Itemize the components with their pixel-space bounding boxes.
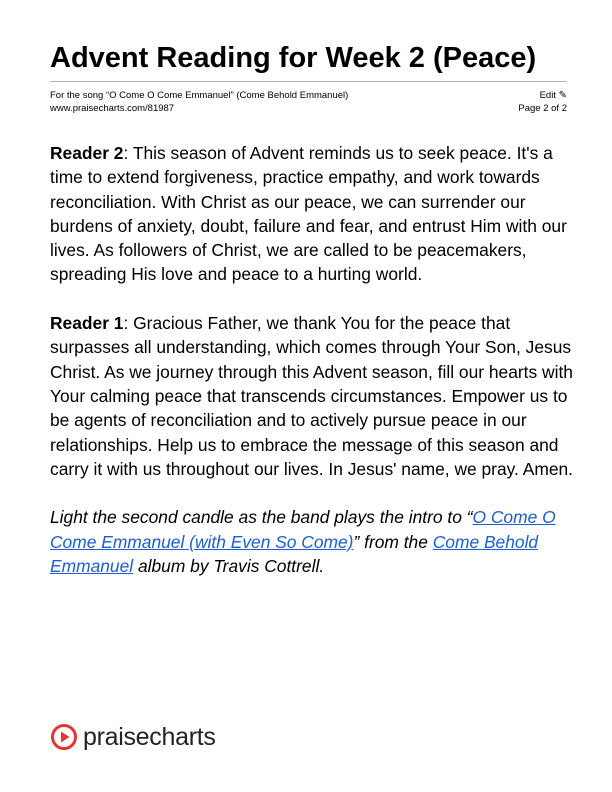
page-title: Advent Reading for Week 2 (Peace) (50, 42, 537, 74)
album-link[interactable]: Come Behold Emmanuel (50, 531, 539, 577)
song-line: For the song “O Come O Come Emmanuel” (Come Behold Emmanuel) (50, 90, 349, 101)
instruction-middle: ” from the (353, 531, 433, 552)
speaker-label: Reader 1 (50, 313, 124, 334)
chart-url: www.praisecharts.com/81987 (50, 103, 175, 114)
logo-text: praisecharts (83, 723, 216, 751)
candle-instruction (50, 505, 580, 578)
paragraph-text: : This season of Advent reminds us to seek peace. It's a time to extend forgiveness, practice empathy, and work towards reconciliation. With Christ as our peace, we can surrender our burdens of anxiety, doubt, failure and fear, and entrust Him with our lives. As followers of Christ, we are called to be peacemakers, spreading His love and peace to a hurting world. (50, 143, 567, 285)
page-meta (518, 89, 567, 115)
paragraph-text: : Gracious Father, we thank You for the peace that surpasses all understanding, which comes through Your Son, Jesus Christ. As we journey through this Advent season, fill our hearts with Your calming peace that transcends circumstances. Empower us to be agents of reconciliation and to actively pursue peace in our relationships. Help us to embrace the message of this season and carry it with us throughout our lives. In Jesus' name, we pray. Amen. (50, 313, 574, 479)
speaker-label: Reader 2 (50, 143, 124, 163)
play-circle-icon (50, 723, 78, 751)
pencil-icon: ✎ (558, 90, 567, 101)
praisecharts-logo (50, 722, 216, 752)
page-number: Page 2 of 2 (518, 103, 567, 114)
reader-paragraph (50, 311, 580, 481)
edit-label: Edit (539, 90, 556, 101)
reading-body (50, 141, 580, 578)
instruction-prefix: Light the second candle as the band plays the intro to “ (50, 507, 473, 528)
song-link[interactable]: O Come O Come Emmanuel (with Even So Come) (50, 507, 556, 552)
edit-link[interactable] (540, 90, 567, 101)
song-info (50, 89, 348, 115)
reader-paragraph (50, 141, 580, 287)
header-divider (50, 81, 567, 82)
instruction-suffix: album by Travis Cottrell. (133, 556, 325, 577)
